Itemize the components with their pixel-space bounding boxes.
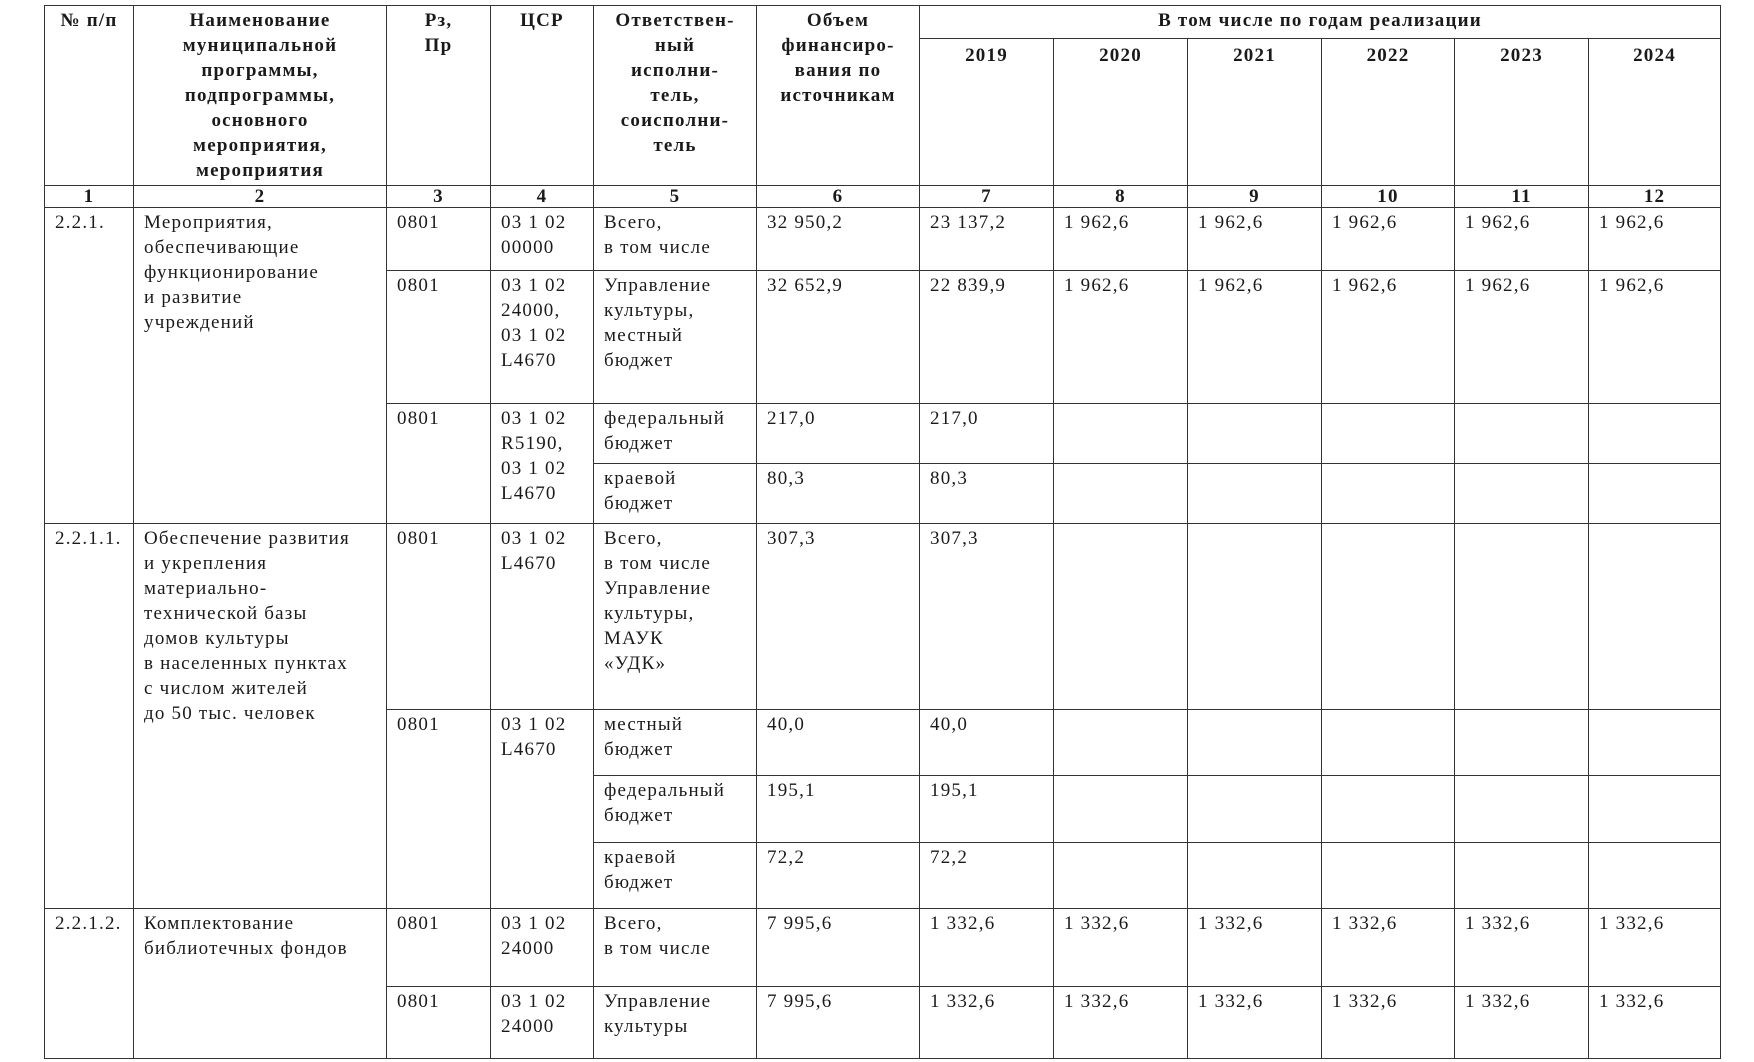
- year-value-cell: 80,3: [920, 464, 1054, 524]
- csr-cell: 03 1 02 L4670: [491, 524, 594, 710]
- executor-cell: Всего, в том числе Управление культуры, МАУК «УДК»: [594, 524, 757, 710]
- year-value-cell: 1 332,6: [920, 909, 1054, 987]
- year-value-cell: [1322, 776, 1455, 843]
- year-value-cell: [1455, 843, 1589, 909]
- column-number: 10: [1322, 186, 1455, 208]
- total-cell: 72,2: [757, 843, 920, 909]
- rz-pr-cell: 0801: [387, 208, 491, 271]
- year-value-cell: [1589, 404, 1721, 464]
- total-cell: 32 652,9: [757, 271, 920, 404]
- year-value-cell: [1455, 710, 1589, 776]
- column-number: 7: [920, 186, 1054, 208]
- header-financing-volume: Объем финансиро- вания по источникам: [757, 6, 920, 186]
- column-number: 8: [1054, 186, 1188, 208]
- table-body: [45, 186, 1721, 1059]
- year-value-cell: 195,1: [920, 776, 1054, 843]
- rz-pr-cell: 0801: [387, 909, 491, 987]
- year-value-cell: [1455, 464, 1589, 524]
- year-value-cell: 1 332,6: [1054, 909, 1188, 987]
- header-years-group: В том числе по годам реализации: [920, 6, 1721, 39]
- executor-cell: федеральный бюджет: [594, 776, 757, 843]
- total-cell: 7 995,6: [757, 909, 920, 987]
- csr-cell: 03 1 02 24000: [491, 909, 594, 987]
- total-cell: 40,0: [757, 710, 920, 776]
- rz-pr-cell: 0801: [387, 271, 491, 404]
- year-value-cell: [1589, 776, 1721, 843]
- total-cell: 7 995,6: [757, 987, 920, 1059]
- year-value-cell: 1 962,6: [1322, 271, 1455, 404]
- year-value-cell: 1 962,6: [1455, 271, 1589, 404]
- column-numbers-row: [45, 186, 1721, 208]
- year-value-cell: [1322, 843, 1455, 909]
- year-value-cell: [1054, 464, 1188, 524]
- csr-cell: 03 1 02 L4670: [491, 710, 594, 909]
- year-value-cell: [1589, 524, 1721, 710]
- year-value-cell: [1589, 843, 1721, 909]
- year-value-cell: 1 332,6: [1322, 987, 1455, 1059]
- year-value-cell: [1455, 524, 1589, 710]
- column-number: 9: [1188, 186, 1322, 208]
- financing-table: [44, 5, 1721, 1059]
- rz-pr-cell: 0801: [387, 710, 491, 909]
- year-value-cell: [1322, 710, 1455, 776]
- year-value-cell: 1 962,6: [1054, 208, 1188, 271]
- table-row: [45, 208, 1721, 271]
- year-value-cell: 1 332,6: [920, 987, 1054, 1059]
- year-value-cell: 1 962,6: [1589, 208, 1721, 271]
- executor-cell: Всего, в том числе: [594, 208, 757, 271]
- year-value-cell: 1 962,6: [1455, 208, 1589, 271]
- header-program-name: Наименование муниципальной программы, подпрограммы, основного мероприятия, мероприятия: [134, 6, 387, 186]
- total-cell: 217,0: [757, 404, 920, 464]
- year-value-cell: 1 962,6: [1322, 208, 1455, 271]
- year-value-cell: 1 962,6: [1188, 271, 1322, 404]
- year-value-cell: [1188, 710, 1322, 776]
- year-value-cell: 1 962,6: [1188, 208, 1322, 271]
- column-number: 3: [387, 186, 491, 208]
- column-number: 12: [1589, 186, 1721, 208]
- year-value-cell: [1455, 776, 1589, 843]
- year-value-cell: 22 839,9: [920, 271, 1054, 404]
- executor-cell: местный бюджет: [594, 710, 757, 776]
- column-number: 4: [491, 186, 594, 208]
- program-name: Обеспечение развития и укрепления материально- технической базы домов культуры в населенных пунктах с числом жителей до 50 тыс. человек: [134, 524, 387, 909]
- column-number: 1: [45, 186, 134, 208]
- year-value-cell: [1188, 464, 1322, 524]
- year-value-cell: [1188, 776, 1322, 843]
- year-value-cell: 1 332,6: [1188, 909, 1322, 987]
- year-value-cell: 1 332,6: [1589, 909, 1721, 987]
- csr-cell: 03 1 02 00000: [491, 208, 594, 271]
- year-value-cell: 1 962,6: [1054, 271, 1188, 404]
- year-value-cell: [1188, 843, 1322, 909]
- year-value-cell: [1322, 464, 1455, 524]
- executor-cell: Управление культуры, местный бюджет: [594, 271, 757, 404]
- year-value-cell: [1188, 524, 1322, 710]
- year-value-cell: 40,0: [920, 710, 1054, 776]
- rz-pr-cell: 0801: [387, 987, 491, 1059]
- column-number: 6: [757, 186, 920, 208]
- year-value-cell: 72,2: [920, 843, 1054, 909]
- year-value-cell: [1054, 524, 1188, 710]
- executor-cell: Всего, в том числе: [594, 909, 757, 987]
- year-value-cell: 307,3: [920, 524, 1054, 710]
- row-number: 2.2.1.1.: [45, 524, 134, 909]
- executor-cell: федеральный бюджет: [594, 404, 757, 464]
- header-year: 2019: [920, 39, 1054, 186]
- total-cell: 32 950,2: [757, 208, 920, 271]
- year-value-cell: [1322, 404, 1455, 464]
- column-number: 5: [594, 186, 757, 208]
- header-year: 2022: [1322, 39, 1455, 186]
- year-value-cell: [1589, 464, 1721, 524]
- year-value-cell: [1322, 524, 1455, 710]
- table-row: [45, 524, 1721, 710]
- year-value-cell: 1 962,6: [1589, 271, 1721, 404]
- rz-pr-cell: 0801: [387, 404, 491, 524]
- csr-cell: 03 1 02 R5190, 03 1 02 L4670: [491, 404, 594, 524]
- program-name: Комплектование библиотечных фондов: [134, 909, 387, 1059]
- total-cell: 80,3: [757, 464, 920, 524]
- column-number: 2: [134, 186, 387, 208]
- header-year: 2021: [1188, 39, 1322, 186]
- total-cell: 307,3: [757, 524, 920, 710]
- header-rz-pr: Рз, Пр: [387, 6, 491, 186]
- row-number: 2.2.1.: [45, 208, 134, 524]
- year-value-cell: [1188, 404, 1322, 464]
- year-value-cell: [1455, 404, 1589, 464]
- csr-cell: 03 1 02 24000, 03 1 02 L4670: [491, 271, 594, 404]
- year-value-cell: 217,0: [920, 404, 1054, 464]
- header-year: 2020: [1054, 39, 1188, 186]
- header-csr: ЦСР: [491, 6, 594, 186]
- year-value-cell: [1054, 843, 1188, 909]
- year-value-cell: [1054, 710, 1188, 776]
- year-value-cell: 1 332,6: [1455, 987, 1589, 1059]
- executor-cell: краевой бюджет: [594, 464, 757, 524]
- executor-cell: краевой бюджет: [594, 843, 757, 909]
- header-year: 2023: [1455, 39, 1589, 186]
- header-year: 2024: [1589, 39, 1721, 186]
- table-row: [45, 909, 1721, 987]
- year-value-cell: [1054, 776, 1188, 843]
- year-value-cell: 23 137,2: [920, 208, 1054, 271]
- year-value-cell: 1 332,6: [1188, 987, 1322, 1059]
- csr-cell: 03 1 02 24000: [491, 987, 594, 1059]
- total-cell: 195,1: [757, 776, 920, 843]
- year-value-cell: [1054, 404, 1188, 464]
- year-value-cell: 1 332,6: [1322, 909, 1455, 987]
- column-number: 11: [1455, 186, 1589, 208]
- header-executor: Ответствен- ный исполни- тель, соисполни- тель: [594, 6, 757, 186]
- executor-cell: Управление культуры: [594, 987, 757, 1059]
- row-number: 2.2.1.2.: [45, 909, 134, 1059]
- program-name: Мероприятия, обеспечивающие функционирование и развитие учреждений: [134, 208, 387, 524]
- year-value-cell: [1589, 710, 1721, 776]
- year-value-cell: 1 332,6: [1455, 909, 1589, 987]
- header-num: № п/п: [45, 6, 134, 186]
- year-value-cell: 1 332,6: [1589, 987, 1721, 1059]
- rz-pr-cell: 0801: [387, 524, 491, 710]
- year-value-cell: 1 332,6: [1054, 987, 1188, 1059]
